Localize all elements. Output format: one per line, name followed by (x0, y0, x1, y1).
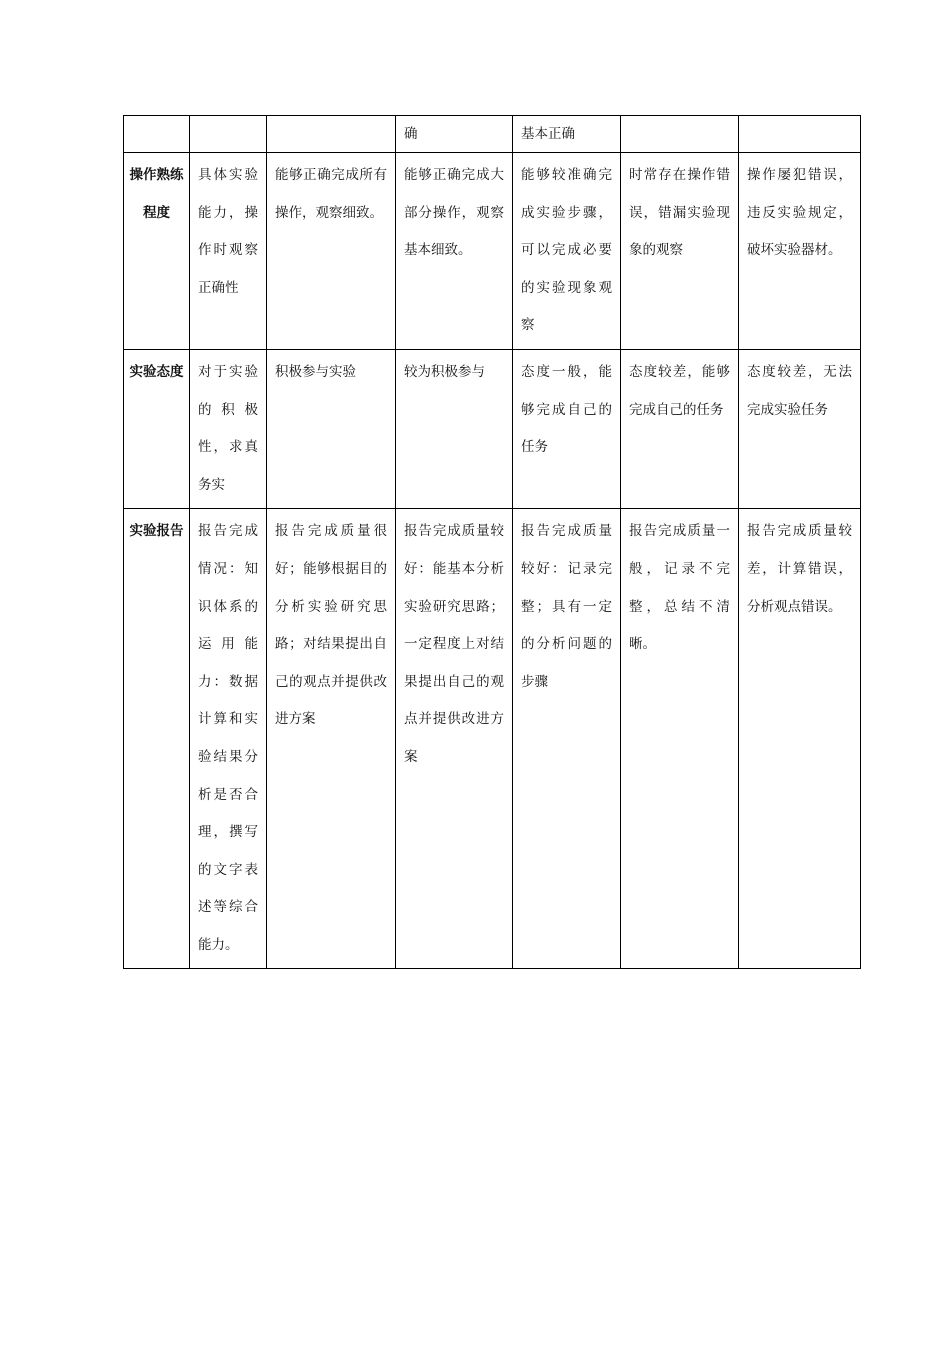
level-cell: 报告完成质量较差，计算错误，分析观点错误。 (739, 509, 861, 969)
level-cell: 能够正确完成所有操作，观察细致。 (267, 153, 396, 350)
cell: 基本正确 (513, 116, 621, 153)
cell (621, 116, 739, 153)
table-row (124, 153, 861, 350)
criterion-cell: 操作熟练程度 (124, 153, 190, 350)
level-cell: 态度较差，能够完成自己的任务 (621, 349, 739, 508)
level-cell: 报告完成质量很好；能够根据目的分析实验研究思路；对结果提出自己的观点并提供改进方案 (267, 509, 396, 969)
description-cell: 具体实验能力，操作时观察正确性 (190, 153, 267, 350)
level-cell: 时常存在操作错误，错漏实验现象的观察 (621, 153, 739, 350)
level-cell: 积极参与实验 (267, 349, 396, 508)
rubric-table (123, 115, 861, 969)
cell (739, 116, 861, 153)
description-cell: 对于实验的积极性，求真务实 (190, 349, 267, 508)
level-cell: 态度一般，能够完成自己的任务 (513, 349, 621, 508)
level-cell: 能够较准确完成实验步骤，可以完成必要的实验现象观察 (513, 153, 621, 350)
cell: 确 (396, 116, 513, 153)
level-cell: 操作屡犯错误，违反实验规定，破坏实验器材。 (739, 153, 861, 350)
continuation-row (124, 116, 861, 153)
cell (124, 116, 190, 153)
level-cell: 较为积极参与 (396, 349, 513, 508)
cell (267, 116, 396, 153)
level-cell: 报告完成质量较好：能基本分析实验研究思路；一定程度上对结果提出自己的观点并提供改进方案 (396, 509, 513, 969)
level-cell: 报告完成质量较好：记录完整；具有一定的分析问题的步骤 (513, 509, 621, 969)
level-cell: 能够正确完成大部分操作，观察基本细致。 (396, 153, 513, 350)
description-cell: 报告完成情况：知识体系的运用能力：数据计算和实验结果分析是否合理，撰写的文字表述等综合能力。 (190, 509, 267, 969)
table-row (124, 349, 861, 508)
criterion-cell: 实验态度 (124, 349, 190, 508)
level-cell: 报告完成质量一般，记录不完整，总结不清晰。 (621, 509, 739, 969)
criterion-cell: 实验报告 (124, 509, 190, 969)
table-row (124, 509, 861, 969)
cell (190, 116, 267, 153)
level-cell: 态度较差，无法完成实验任务 (739, 349, 861, 508)
